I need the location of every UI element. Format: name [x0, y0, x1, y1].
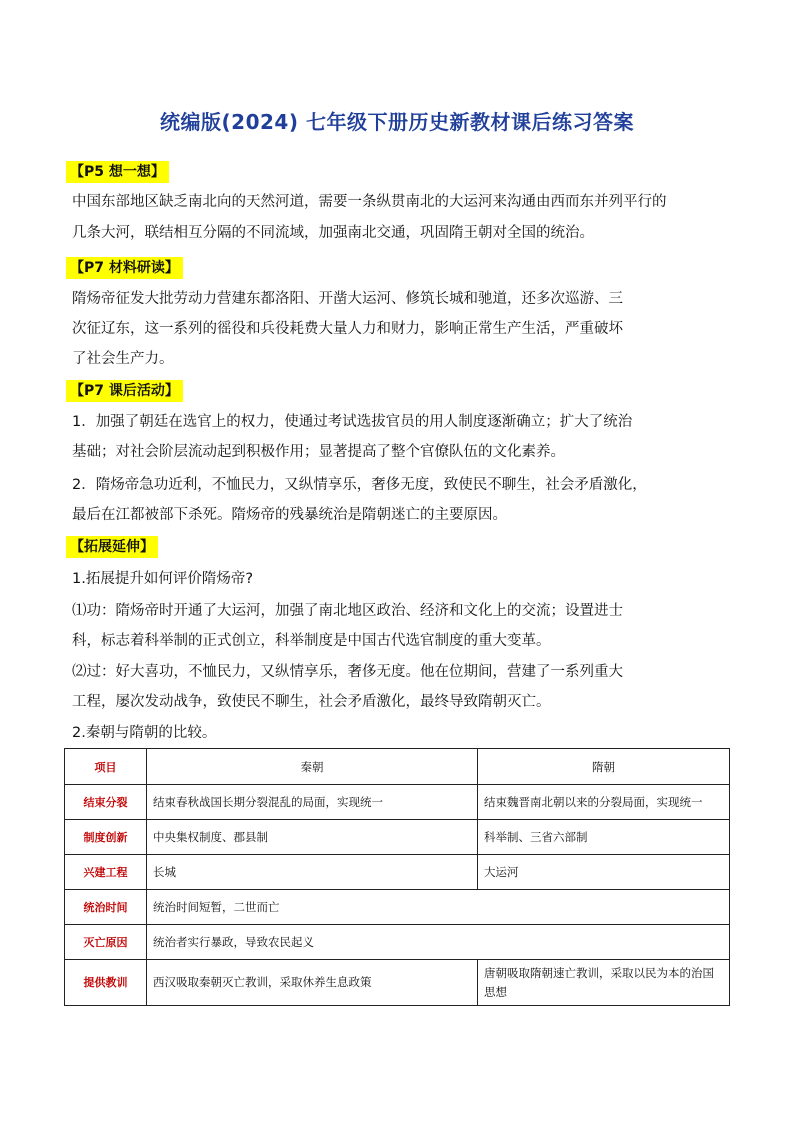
row-label: 结束分裂: [65, 785, 147, 820]
cell-sui: 结束魏晋南北朝以来的分裂局面，实现统一: [478, 785, 730, 820]
section-heading-p7-activity: 【P7 课后活动】: [66, 380, 183, 402]
paragraph-line: 次征辽东，这一系列的徭役和兵役耗费大量人力和财力，影响正常生产生活，严重破坏: [72, 321, 623, 337]
row-label: 提供教训: [65, 960, 147, 1006]
paragraph-line: 科，标志着科举制的正式创立，科举制度是中国古代选官制度的重大变革。: [72, 633, 551, 649]
row-label: 制度创新: [65, 820, 147, 855]
section-heading-p5: 【P5 想一想】: [66, 161, 169, 183]
paragraph-line: 几条大河，联结相互分隔的不同流域，加强南北交通，巩固隋王朝对全国的统治。: [72, 225, 594, 241]
cell-sui: 科举制、三省六部制: [478, 820, 730, 855]
comparison-table: [64, 748, 730, 1006]
question-2: 2.秦朝与隋朝的比较。: [72, 725, 217, 741]
paragraph-line: 了社会生产力。: [72, 351, 174, 367]
paragraph-line: 2．隋炀帝急功近利，不恤民力，又纵情享乐，奢侈无度，致使民不聊生，社会矛盾激化，: [72, 477, 647, 493]
cell-qin: 长城: [147, 855, 478, 890]
cell-qin: 结束春秋战国长期分裂混乱的局面，实现统一: [147, 785, 478, 820]
cell-qin: 西汉吸取秦朝灭亡教训，采取休养生息政策: [147, 960, 478, 1006]
cell-sui: 大运河: [478, 855, 730, 890]
paragraph-line: ⑴功：隋炀帝时开通了大运河，加强了南北地区政治、经济和文化上的交流；设置进士: [72, 603, 623, 619]
table-row: [65, 785, 730, 820]
row-label: 统治时间: [65, 890, 147, 925]
question-1: 1.拓展提升如何评价隋炀帝?: [72, 571, 254, 587]
paragraph-line: 中国东部地区缺乏南北向的天然河道，需要一条纵贯南北的大运河来沟通由西而东并列平行的: [72, 194, 667, 210]
cell-merged: 统治者实行暴政，导致农民起义: [147, 925, 730, 960]
table-row: [65, 960, 730, 1006]
section-heading-extension: 【拓展延伸】: [66, 536, 158, 558]
table-row: [65, 890, 730, 925]
table-row: [65, 820, 730, 855]
cell-qin: 中央集权制度、郡县制: [147, 820, 478, 855]
row-label: 兴建工程: [65, 855, 147, 890]
paragraph-line: 工程，屡次发动战争，致使民不聊生，社会矛盾激化，最终导致隋朝灭亡。: [72, 694, 551, 710]
page-title: 统编版(2024) 七年级下册历史新教材课后练习答案: [160, 110, 634, 134]
row-label: 灭亡原因: [65, 925, 147, 960]
table-row: [65, 855, 730, 890]
paragraph-line: ⑵过：好大喜功，不恤民力，又纵情享乐，奢侈无度。他在位期间，营建了一系列重大: [72, 664, 623, 680]
section-heading-p7-material: 【P7 材料研读】: [66, 257, 183, 279]
cell-merged: 统治时间短暂，二世而亡: [147, 890, 730, 925]
paragraph-line: 最后在江都被部下杀死。隋炀帝的残暴统治是隋朝迷亡的主要原因。: [72, 507, 507, 523]
table-header-row: [65, 749, 730, 785]
table-row: [65, 925, 730, 960]
paragraph-line: 1．加强了朝廷在选官上的权力，使通过考试选拔官员的用人制度逐渐确立；扩大了统治: [72, 414, 633, 430]
header-cell-item: 项目: [65, 749, 147, 785]
cell-sui: 唐朝吸取隋朝速亡教训，采取以民为本的治国思想: [478, 960, 730, 1006]
paragraph-line: 隋炀帝征发大批劳动力营建东都洛阳、开凿大运河、修筑长城和驰道，还多次巡游、三: [72, 291, 623, 307]
header-cell-sui: 隋朝: [478, 749, 730, 785]
header-cell-qin: 秦朝: [147, 749, 478, 785]
paragraph-line: 基础；对社会阶层流动起到积极作用；显著提高了整个官僚队伍的文化素养。: [72, 444, 565, 460]
